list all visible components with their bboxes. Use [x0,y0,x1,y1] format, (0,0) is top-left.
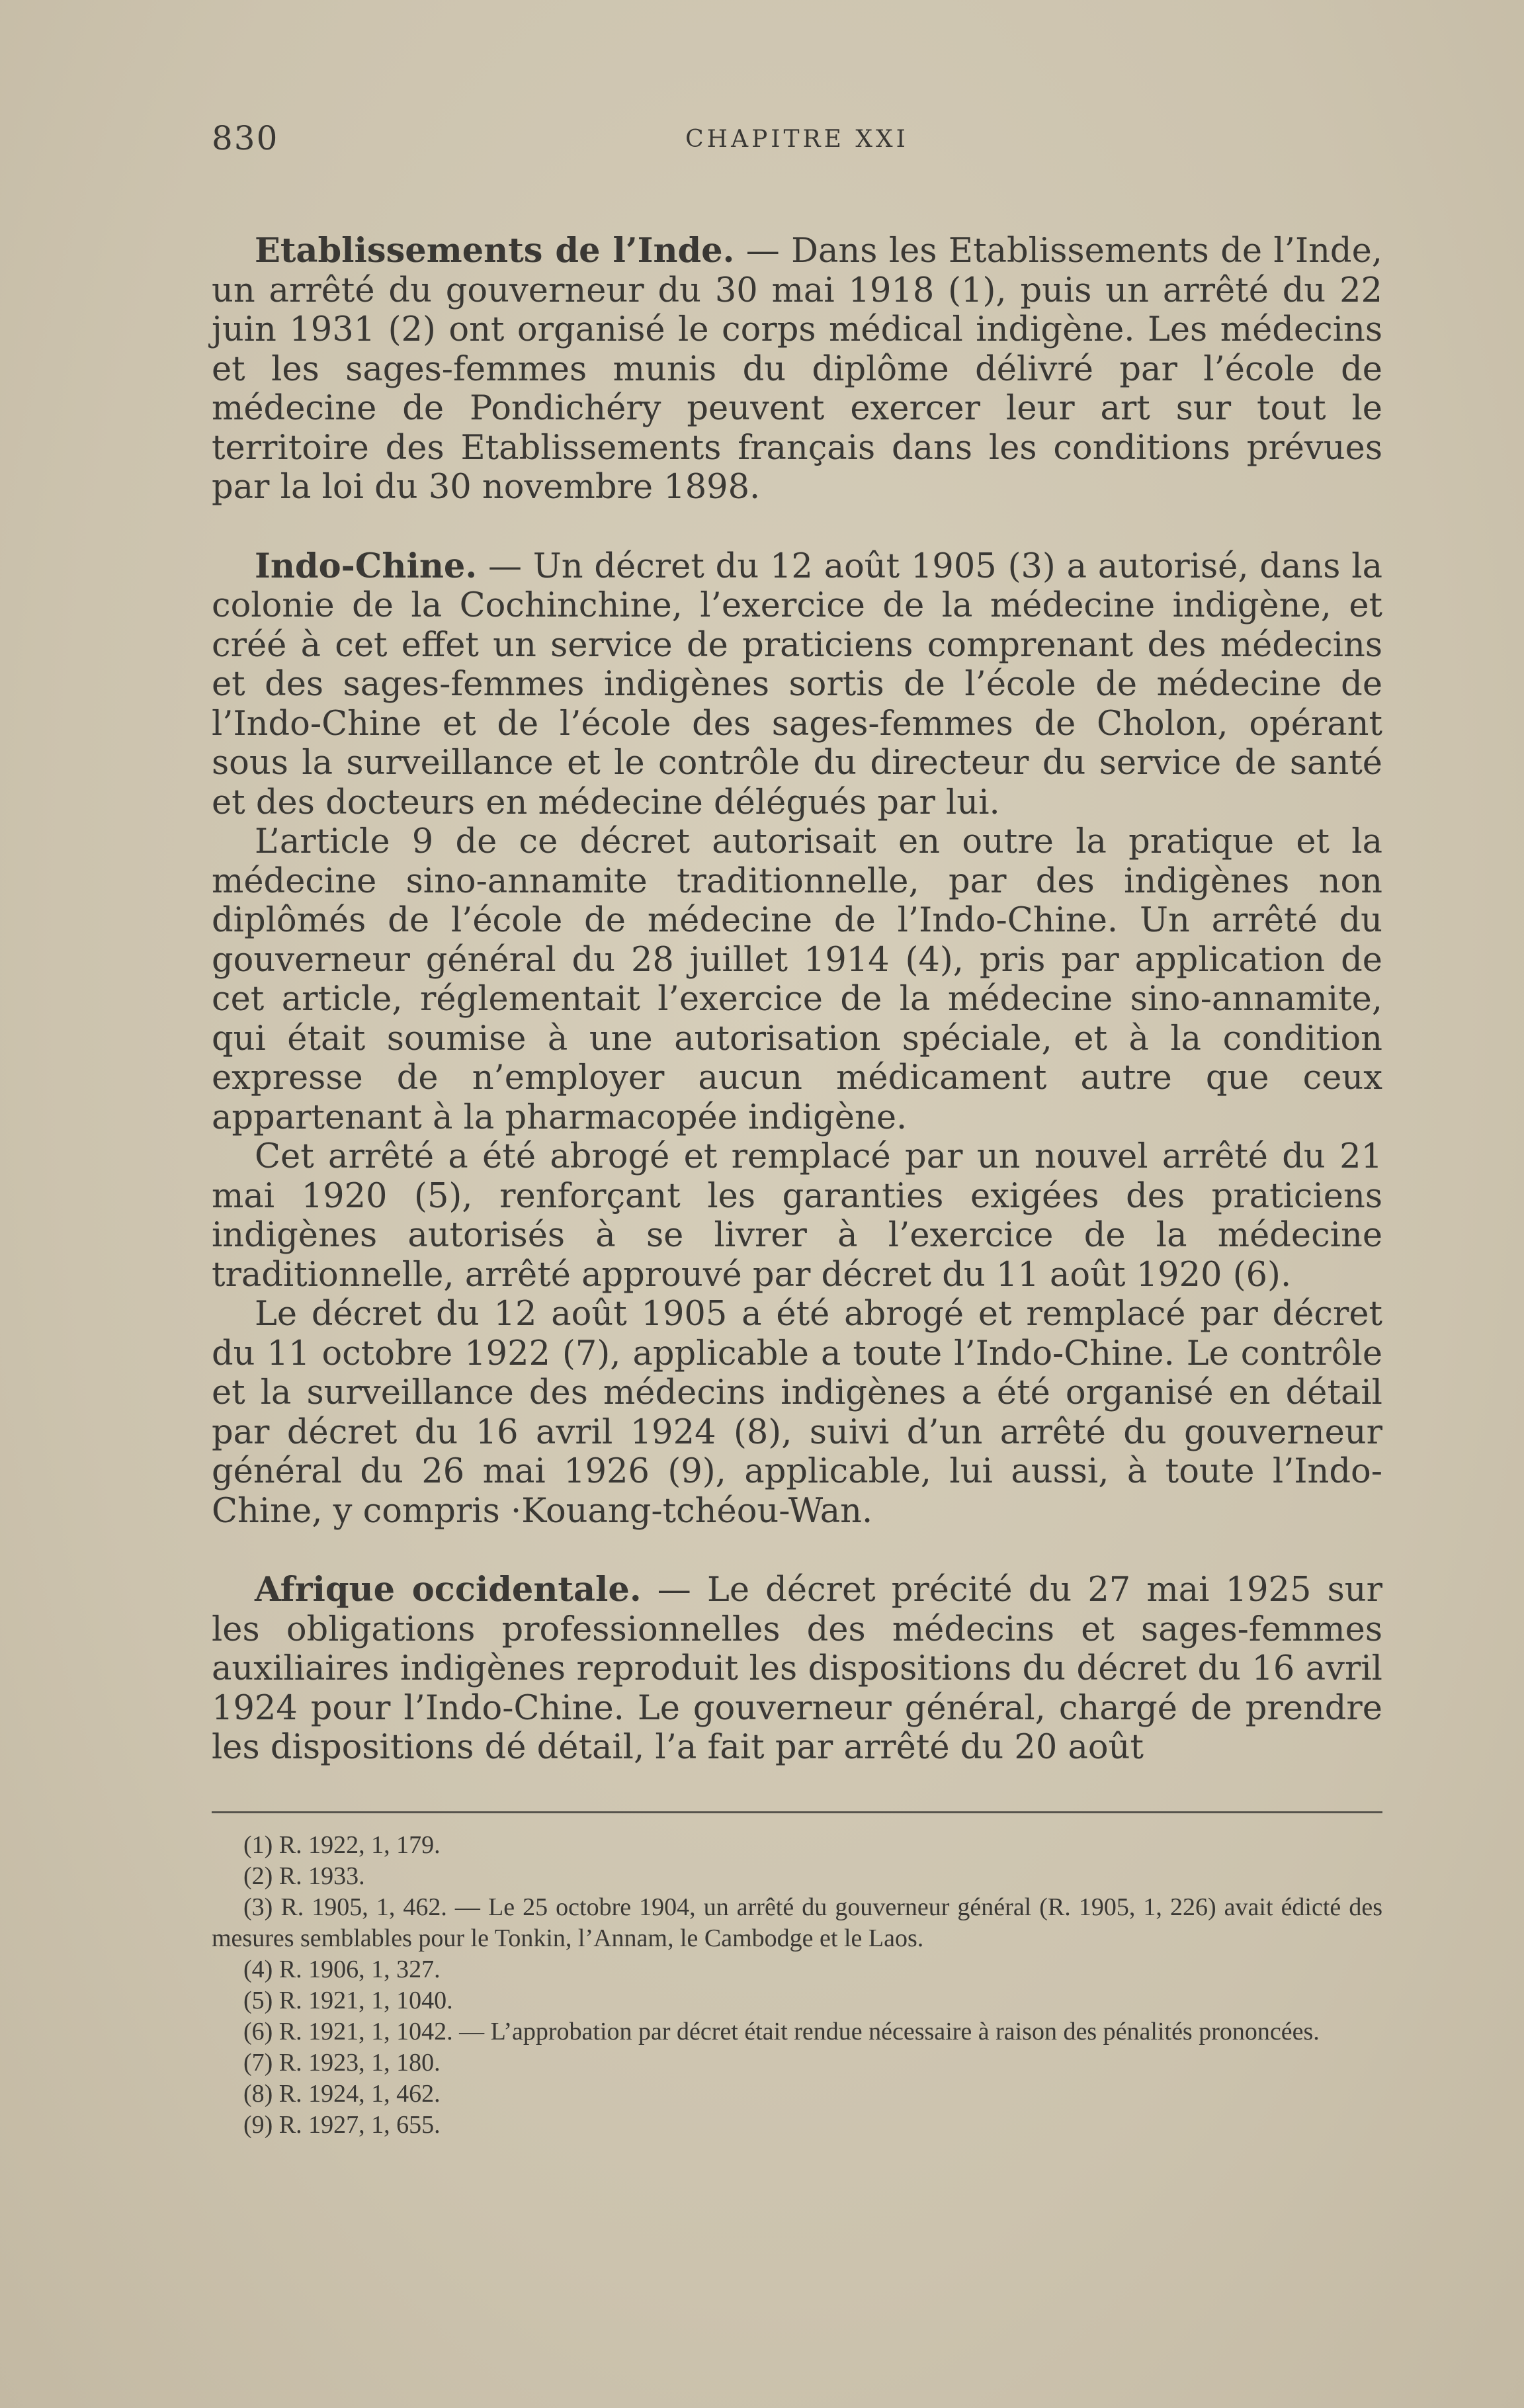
paragraph: Cet arrêté a été abrogé et remplacé par un nouvel arrêté du 21 mai 1920 (5), renforçant les garanties exigées des praticiens indigènes autorisés à se livrer à l’exercice de la médecine traditionnelle, arrêté approuvé par décret du 11 août 1920 (6). [212,1137,1382,1295]
footnote: (2) R. 1933. [243,1862,365,1890]
footnote: (1) R. 1922, 1, 179. [243,1831,441,1859]
footnote: (8) R. 1924, 1, 462. [243,2080,441,2108]
footnotes [212,1830,1382,2141]
footnote: (5) R. 1921, 1, 1040. [243,1987,453,2014]
footnote: (9) R. 1927, 1, 655. [243,2111,441,2139]
paragraph-text: — Le décret précité du 27 mai 1925 sur les obligations professionnelles des médecins et sages-femmes auxiliaires indigènes reproduit les dispositions du décret du 16 avril 1924 pour l’Indo-Chine. Le gouverneur général, chargé de prendre les dispositions dé détail, l’a fait par arrêté du 20 août [212,1570,1382,1767]
section-heading: Indo-Chine. [255,546,478,586]
chapter-title: CHAPITRE XXI [685,126,909,153]
paragraph [212,232,1382,507]
paragraph: Le décret du 12 août 1905 a été abrogé et remplacé par décret du 11 octobre 1922 (7), applicable a toute l’Indo-Chine. Le contrôle et la surveillance des médecins indigènes a été organisé en détail par décret du 16 avril 1924 (8), suivi d’un arrêté du gouverneur général du 26 mai 1926 (9), applicable, lui aussi, à toute l’Indo-Chine, y compris ·Kouang-tchéou-Wan. [212,1295,1382,1531]
footnote-divider [212,1811,1382,1813]
running-head [212,119,1382,172]
section-heading: Etablissements de l’Inde. [255,231,735,271]
paragraph-text: — Un décret du 12 août 1905 (3) a autorisé, dans la colonie de la Cochinchine, l’exercice de la médecine indigène, et créé à cet effet un service de praticiens comprenant des médecins et des sages-femmes indigènes sortis de l’école de médecine de l’Indo-Chine et de l’école des sages-femmes de Cholon, opérant sous la surveillance et le contrôle du directeur du service de santé et des docteurs en médecine délégués par lui. [212,546,1383,822]
body-text [212,232,1382,1768]
paragraph [212,1570,1382,1768]
paragraph: L’article 9 de ce décret autorisait en outre la pratique et la médecine sino-annamite traditionnelle, par des indigènes non diplômés de l’école de médecine de l’Indo-Chine. Un arrêté du gouverneur général du 28 juillet 1914 (4), pris par application de cet article, réglementait l’exercice de la médecine sino-annamite, qui était soumise à une autorisation spéciale, et à la condition expresse de n’employer aucun médicament autre que ceux appartenant à la pharmacopée indigène. [212,822,1382,1137]
footnote: (6) R. 1921, 1, 1042. — L’approbation par décret était rendue nécessaire à raison des pénalités prononcées. [243,2018,1320,2045]
paragraph [212,547,1382,823]
footnote: (3) R. 1905, 1, 462. — Le 25 octobre 1904, un arrêté du gouverneur général (R. 1905, 1, 226) avait édicté des mesures semblables pour le Tonkin, l’Annam, le Cambodge et le Laos. [212,1893,1382,1952]
page-number: 830 [212,119,279,157]
footnote: (4) R. 1906, 1, 327. [243,1956,441,1983]
footnote: (7) R. 1923, 1, 180. [243,2049,441,2077]
section-heading: Afrique occidentale. [255,1570,642,1610]
paragraph-text: — Dans les Etablissements de l’Inde, un arrêté du gouverneur du 30 mai 1918 (1), puis un arrêté du 22 juin 1931 (2) ont organisé le corps médical indigène. Les médecins et les sages-femmes munis du diplôme délivré par l’école de médecine de Pondichéry peuvent exercer leur art sur tout le territoire des Etablissements français dans les conditions prévues par la loi du 30 novembre 1898. [212,232,1382,507]
